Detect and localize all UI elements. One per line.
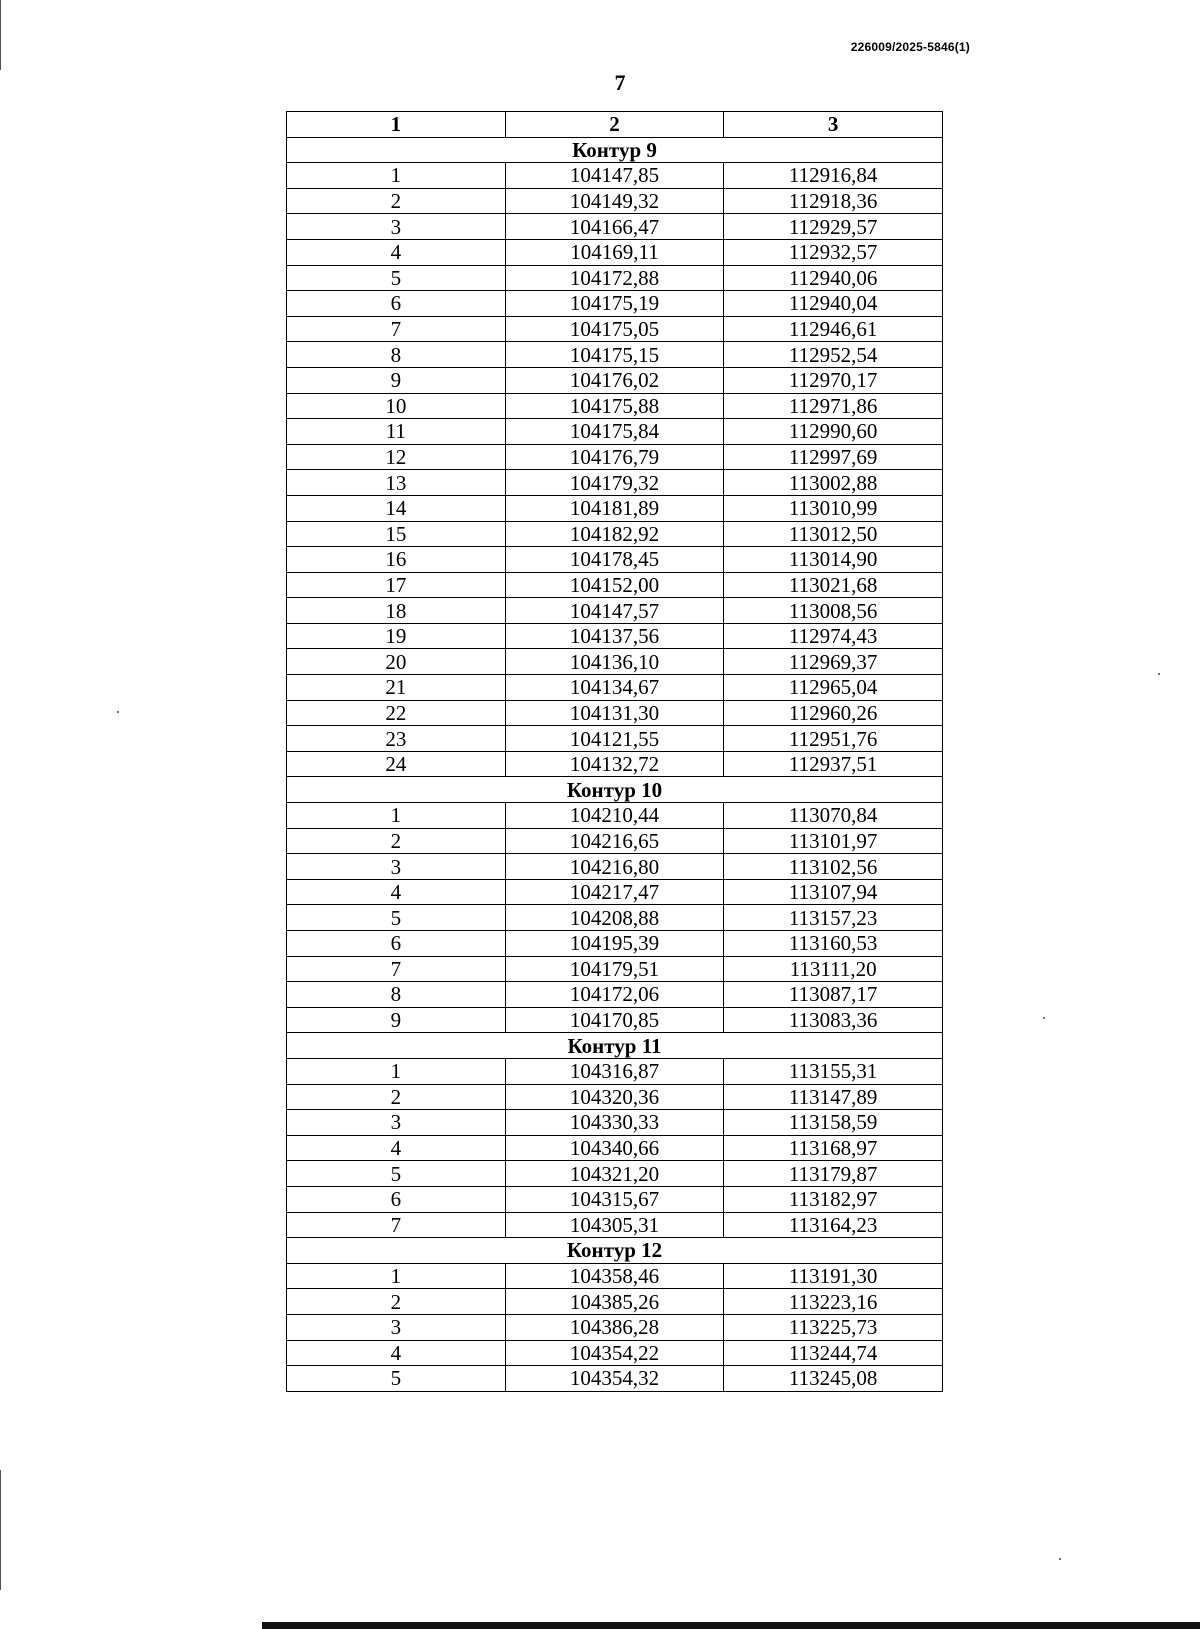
point-number-cell: 13	[287, 470, 506, 496]
x-coordinate-cell: 104385,26	[505, 1289, 724, 1315]
y-coordinate-cell: 113021,68	[724, 572, 943, 598]
scan-edge-mark	[0, 1470, 1, 1590]
point-number-cell: 1	[287, 1263, 506, 1289]
point-number-cell: 10	[287, 393, 506, 419]
point-number-cell: 14	[287, 495, 506, 521]
y-coordinate-cell: 113158,59	[724, 1110, 943, 1136]
table-row	[287, 214, 943, 240]
x-coordinate-cell: 104132,72	[505, 751, 724, 777]
point-number-cell: 11	[287, 419, 506, 445]
x-coordinate-cell: 104178,45	[505, 547, 724, 573]
x-coordinate-cell: 104179,51	[505, 956, 724, 982]
y-coordinate-cell: 113225,73	[724, 1314, 943, 1340]
point-number-cell: 7	[287, 316, 506, 342]
table-row	[287, 1161, 943, 1187]
page-number: 7	[614, 70, 626, 95]
x-coordinate-cell: 104354,32	[505, 1366, 724, 1392]
x-coordinate-cell: 104195,39	[505, 931, 724, 957]
point-number-cell: 16	[287, 547, 506, 573]
table-row	[287, 751, 943, 777]
y-coordinate-cell: 113012,50	[724, 521, 943, 547]
contour-title: Контур 11	[287, 1033, 943, 1059]
y-coordinate-cell: 112952,54	[724, 342, 943, 368]
y-coordinate-cell: 113010,99	[724, 495, 943, 521]
point-number-cell: 22	[287, 700, 506, 726]
y-coordinate-cell: 113182,97	[724, 1186, 943, 1212]
x-coordinate-cell: 104210,44	[505, 803, 724, 829]
table-row	[287, 726, 943, 752]
x-coordinate-cell: 104358,46	[505, 1263, 724, 1289]
point-number-cell: 2	[287, 188, 506, 214]
table-row	[287, 854, 943, 880]
table-row	[287, 316, 943, 342]
table-row	[287, 1314, 943, 1340]
y-coordinate-cell: 113191,30	[724, 1263, 943, 1289]
point-number-cell: 5	[287, 1366, 506, 1392]
x-coordinate-cell: 104217,47	[505, 879, 724, 905]
table-row	[287, 342, 943, 368]
y-coordinate-cell: 113002,88	[724, 470, 943, 496]
x-coordinate-cell: 104208,88	[505, 905, 724, 931]
x-coordinate-cell: 104172,88	[505, 265, 724, 291]
y-coordinate-cell: 113164,23	[724, 1212, 943, 1238]
x-coordinate-cell: 104175,19	[505, 291, 724, 317]
table-row	[287, 521, 943, 547]
y-coordinate-cell: 113179,87	[724, 1161, 943, 1187]
point-number-cell: 3	[287, 854, 506, 880]
x-coordinate-cell: 104315,67	[505, 1186, 724, 1212]
x-coordinate-cell: 104321,20	[505, 1161, 724, 1187]
y-coordinate-cell: 113168,97	[724, 1135, 943, 1161]
y-coordinate-cell: 113107,94	[724, 879, 943, 905]
scan-speck	[117, 711, 119, 713]
header-col-2: 2	[505, 112, 724, 138]
y-coordinate-cell: 112932,57	[724, 239, 943, 265]
point-number-cell: 12	[287, 444, 506, 470]
table-row	[287, 1058, 943, 1084]
scan-speck	[1059, 1558, 1061, 1560]
table-row	[287, 623, 943, 649]
point-number-cell: 3	[287, 1314, 506, 1340]
point-number-cell: 7	[287, 956, 506, 982]
point-number-cell: 5	[287, 1161, 506, 1187]
point-number-cell: 2	[287, 1289, 506, 1315]
table-row	[287, 879, 943, 905]
x-coordinate-cell: 104121,55	[505, 726, 724, 752]
point-number-cell: 18	[287, 598, 506, 624]
x-coordinate-cell: 104216,80	[505, 854, 724, 880]
table-row	[287, 803, 943, 829]
y-coordinate-cell: 113244,74	[724, 1340, 943, 1366]
table-row	[287, 905, 943, 931]
x-coordinate-cell: 104216,65	[505, 828, 724, 854]
point-number-cell: 4	[287, 1340, 506, 1366]
y-coordinate-cell: 113157,23	[724, 905, 943, 931]
point-number-cell: 9	[287, 367, 506, 393]
x-coordinate-cell: 104131,30	[505, 700, 724, 726]
y-coordinate-cell: 113160,53	[724, 931, 943, 957]
y-coordinate-cell: 112974,43	[724, 623, 943, 649]
point-number-cell: 6	[287, 931, 506, 957]
y-coordinate-cell: 112969,37	[724, 649, 943, 675]
table-row	[287, 1135, 943, 1161]
point-number-cell: 8	[287, 342, 506, 368]
table-row	[287, 828, 943, 854]
y-coordinate-cell: 113155,31	[724, 1058, 943, 1084]
y-coordinate-cell: 113083,36	[724, 1007, 943, 1033]
table-row	[287, 291, 943, 317]
table-row	[287, 982, 943, 1008]
y-coordinate-cell: 113087,17	[724, 982, 943, 1008]
y-coordinate-cell: 112970,17	[724, 367, 943, 393]
contour-title-row	[287, 137, 943, 163]
y-coordinate-cell: 112997,69	[724, 444, 943, 470]
y-coordinate-cell: 113014,90	[724, 547, 943, 573]
x-coordinate-cell: 104320,36	[505, 1084, 724, 1110]
table-row	[287, 1289, 943, 1315]
point-number-cell: 1	[287, 803, 506, 829]
point-number-cell: 24	[287, 751, 506, 777]
x-coordinate-cell: 104149,32	[505, 188, 724, 214]
y-coordinate-cell: 112918,36	[724, 188, 943, 214]
x-coordinate-cell: 104147,85	[505, 163, 724, 189]
point-number-cell: 2	[287, 828, 506, 854]
table-row	[287, 239, 943, 265]
y-coordinate-cell: 113102,56	[724, 854, 943, 880]
table-row	[287, 572, 943, 598]
table-row	[287, 1007, 943, 1033]
scan-speck	[1158, 673, 1160, 675]
point-number-cell: 4	[287, 879, 506, 905]
scan-bottom-edge	[262, 1622, 1200, 1629]
y-coordinate-cell: 113070,84	[724, 803, 943, 829]
contour-title: Контур 9	[287, 137, 943, 163]
y-coordinate-cell: 112965,04	[724, 675, 943, 701]
point-number-cell: 4	[287, 239, 506, 265]
table-row	[287, 265, 943, 291]
point-number-cell: 2	[287, 1084, 506, 1110]
y-coordinate-cell: 113147,89	[724, 1084, 943, 1110]
x-coordinate-cell: 104175,88	[505, 393, 724, 419]
table-row	[287, 367, 943, 393]
x-coordinate-cell: 104147,57	[505, 598, 724, 624]
table-row	[287, 931, 943, 957]
point-number-cell: 1	[287, 1058, 506, 1084]
y-coordinate-cell: 113008,56	[724, 598, 943, 624]
point-number-cell: 19	[287, 623, 506, 649]
table-row	[287, 700, 943, 726]
y-coordinate-cell: 112937,51	[724, 751, 943, 777]
point-number-cell: 6	[287, 291, 506, 317]
point-number-cell: 9	[287, 1007, 506, 1033]
table-row	[287, 956, 943, 982]
contour-title-row	[287, 1033, 943, 1059]
coordinates-table	[286, 111, 943, 1392]
contour-title: Контур 10	[287, 777, 943, 803]
table-row	[287, 649, 943, 675]
x-coordinate-cell: 104170,85	[505, 1007, 724, 1033]
contour-title-row	[287, 1238, 943, 1264]
header-col-3: 3	[724, 112, 943, 138]
contour-title: Контур 12	[287, 1238, 943, 1264]
table-row	[287, 1084, 943, 1110]
y-coordinate-cell: 112916,84	[724, 163, 943, 189]
table-row	[287, 495, 943, 521]
y-coordinate-cell: 112929,57	[724, 214, 943, 240]
table-row	[287, 444, 943, 470]
header-col-1: 1	[287, 112, 506, 138]
table-row	[287, 163, 943, 189]
point-number-cell: 23	[287, 726, 506, 752]
x-coordinate-cell: 104175,05	[505, 316, 724, 342]
y-coordinate-cell: 112951,76	[724, 726, 943, 752]
table-row	[287, 1340, 943, 1366]
x-coordinate-cell: 104179,32	[505, 470, 724, 496]
point-number-cell: 3	[287, 1110, 506, 1136]
x-coordinate-cell: 104330,33	[505, 1110, 724, 1136]
table-row	[287, 1186, 943, 1212]
point-number-cell: 21	[287, 675, 506, 701]
table-row	[287, 547, 943, 573]
table-row	[287, 1366, 943, 1392]
scan-edge-mark	[0, 0, 1, 70]
table-row	[287, 393, 943, 419]
x-coordinate-cell: 104305,31	[505, 1212, 724, 1238]
x-coordinate-cell: 104182,92	[505, 521, 724, 547]
scan-speck	[1043, 1017, 1045, 1019]
point-number-cell: 3	[287, 214, 506, 240]
x-coordinate-cell: 104175,15	[505, 342, 724, 368]
x-coordinate-cell: 104172,06	[505, 982, 724, 1008]
y-coordinate-cell: 112990,60	[724, 419, 943, 445]
x-coordinate-cell: 104176,02	[505, 367, 724, 393]
table-row	[287, 598, 943, 624]
y-coordinate-cell: 112960,26	[724, 700, 943, 726]
x-coordinate-cell: 104166,47	[505, 214, 724, 240]
x-coordinate-cell: 104169,11	[505, 239, 724, 265]
point-number-cell: 6	[287, 1186, 506, 1212]
x-coordinate-cell: 104176,79	[505, 444, 724, 470]
point-number-cell: 8	[287, 982, 506, 1008]
point-number-cell: 15	[287, 521, 506, 547]
table-row	[287, 419, 943, 445]
x-coordinate-cell: 104152,00	[505, 572, 724, 598]
y-coordinate-cell: 112946,61	[724, 316, 943, 342]
point-number-cell: 4	[287, 1135, 506, 1161]
table-row	[287, 1212, 943, 1238]
point-number-cell: 5	[287, 905, 506, 931]
x-coordinate-cell: 104137,56	[505, 623, 724, 649]
x-coordinate-cell: 104386,28	[505, 1314, 724, 1340]
table-row	[287, 470, 943, 496]
y-coordinate-cell: 113245,08	[724, 1366, 943, 1392]
y-coordinate-cell: 113111,20	[724, 956, 943, 982]
x-coordinate-cell: 104316,87	[505, 1058, 724, 1084]
y-coordinate-cell: 113223,16	[724, 1289, 943, 1315]
coordinates-table-body	[287, 112, 943, 1392]
point-number-cell: 20	[287, 649, 506, 675]
y-coordinate-cell: 112940,04	[724, 291, 943, 317]
table-row	[287, 188, 943, 214]
x-coordinate-cell: 104134,67	[505, 675, 724, 701]
table-row	[287, 1263, 943, 1289]
x-coordinate-cell: 104354,22	[505, 1340, 724, 1366]
table-header-row	[287, 112, 943, 138]
table-row	[287, 675, 943, 701]
point-number-cell: 17	[287, 572, 506, 598]
x-coordinate-cell: 104340,66	[505, 1135, 724, 1161]
point-number-cell: 7	[287, 1212, 506, 1238]
x-coordinate-cell: 104136,10	[505, 649, 724, 675]
y-coordinate-cell: 112940,06	[724, 265, 943, 291]
x-coordinate-cell: 104175,84	[505, 419, 724, 445]
document-id: 226009/2025-5846(1)	[850, 40, 970, 54]
point-number-cell: 5	[287, 265, 506, 291]
table-row	[287, 1110, 943, 1136]
y-coordinate-cell: 113101,97	[724, 828, 943, 854]
y-coordinate-cell: 112971,86	[724, 393, 943, 419]
x-coordinate-cell: 104181,89	[505, 495, 724, 521]
contour-title-row	[287, 777, 943, 803]
point-number-cell: 1	[287, 163, 506, 189]
